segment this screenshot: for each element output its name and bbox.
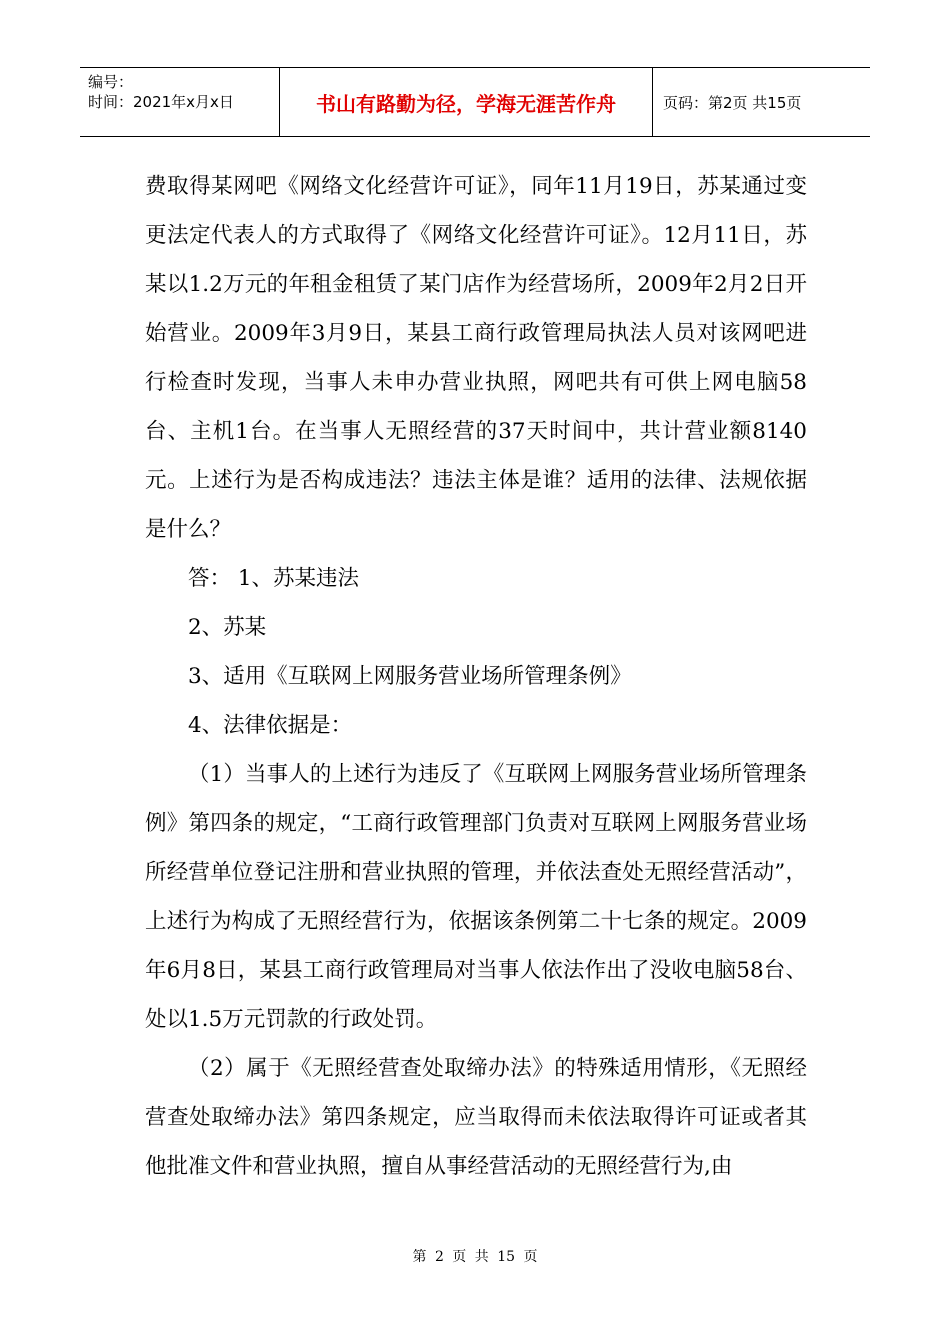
- document-body: [145, 162, 807, 1191]
- page-footer: 第 2 页 共 15 页: [412, 1249, 538, 1265]
- paragraph-answer-2: 2、苏某: [188, 615, 267, 640]
- header-page-info: 页码：第2页 共15页: [663, 93, 802, 112]
- document-number-label: 编号：: [88, 73, 134, 91]
- paragraph-answer-4: 4、法律依据是：: [188, 713, 353, 738]
- document-date: 时间：2021年x月x日: [88, 93, 234, 111]
- paragraph-basis-2: （2）属于《无照经营查处取缔办法》的特殊适用情形，《无照经营查处取缔办法》第四条规定，应当取得而未依法取得许可证或者其他批准文件和营业执照，擅自从事经营活动的无照经营行为,由: [145, 1056, 807, 1179]
- page-header: [80, 67, 870, 137]
- header-meta: [80, 68, 280, 136]
- paragraph-answer-3: 3、适用《互联网上网服务营业场所管理条例》: [188, 664, 632, 689]
- paragraph-basis-1: （1）当事人的上述行为违反了《互联网上网服务营业场所管理条例》第四条的规定，“工商行政管理部门负责对互联网上网服务营业场所经营单位登记注册和营业执照的管理，并依法查处无照经营活动”，上述行为构成了无照经营行为，依据该条例第二十七条的规定。2009年6月8日，某县工商行政管理局对当事人依法作出了没收电脑58台、处以1.5万元罚款的行政处罚。: [145, 762, 807, 1032]
- paragraph-case: 费取得某网吧《网络文化经营许可证》，同年11月19日，苏某通过变更法定代表人的方式取得了《网络文化经营许可证》。12月11日，苏某以1.2万元的年租金租赁了某门店作为经营场所，2009年2月2日开始营业。2009年3月9日，某县工商行政管理局执法人员对该网吧进行检查时发现，当事人未申办营业执照，网吧共有可供上网电脑58台、主机1台。在当事人无照经营的37天时间中，共计营业额8140元。上述行为是否构成违法？违法主体是谁？适用的法律、法规依据是什么？: [145, 174, 807, 542]
- header-motto: 书山有路勤为径，学海无涯苦作舟: [280, 68, 653, 136]
- paragraph-answer: 答： 1、苏某违法: [188, 566, 360, 591]
